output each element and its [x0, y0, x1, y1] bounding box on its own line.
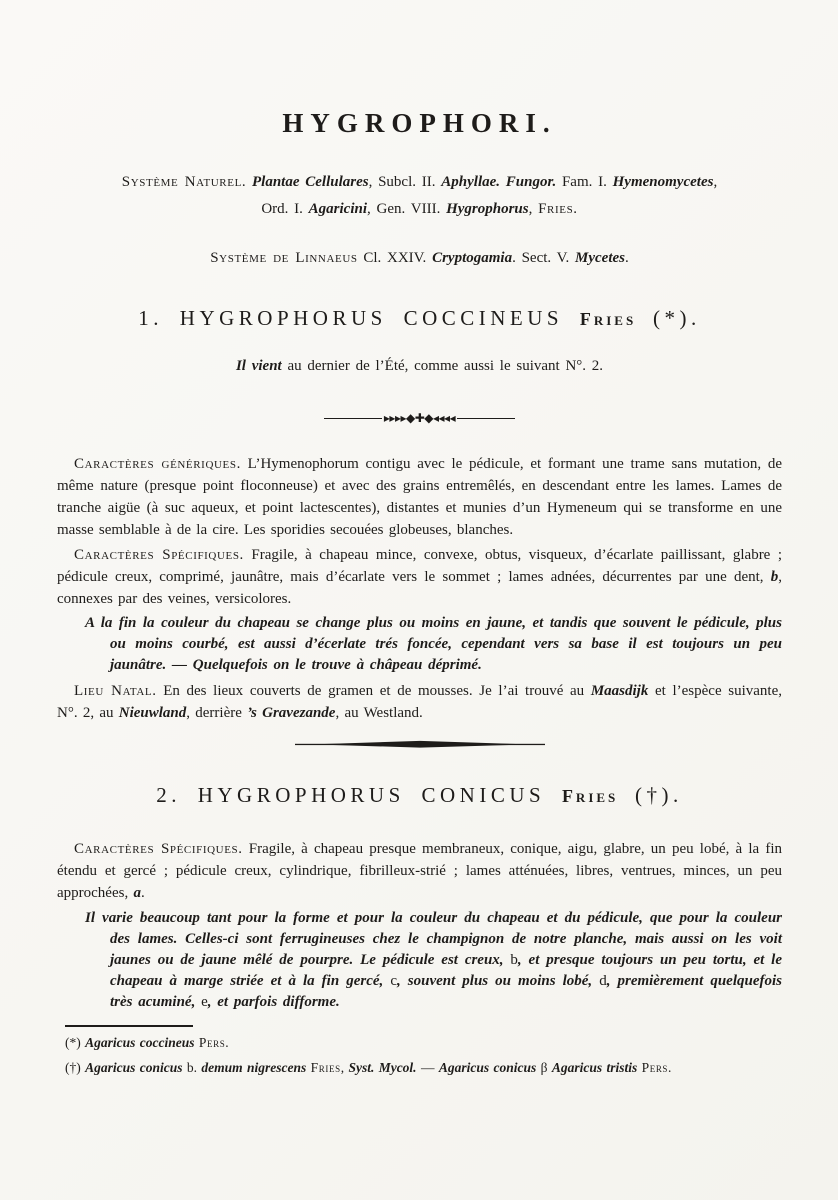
species-1-heading — [57, 306, 782, 331]
text-segment: 1. HYGROPHORUS COCCINEUS — [138, 306, 580, 330]
text-segment: Caractères Spécifiques. — [74, 841, 243, 857]
text-segment: b — [770, 569, 779, 585]
text-segment: , — [340, 1060, 349, 1075]
text-segment: Cryptogamia — [432, 250, 513, 266]
text-segment: — — [416, 1060, 439, 1075]
text-segment: Caractères Spécifiques. — [74, 547, 244, 563]
text-segment: Fragile, à chapeau presque membraneux, conique, aigu, glabre, un peu lobé, à la fin étendu et gercé ; pédicule creux, cylindrique, fibrilleux-strié ; lames atténuées, libres, ventrues, minces, un peu approchées, — [57, 841, 782, 901]
text-segment: Système Naturel. — [121, 174, 247, 190]
text-segment: , Subcl. II. — [368, 174, 442, 190]
ornament-arrows-icon: ▸▸▸▸◆✚◆◂◂◂◂ — [383, 411, 456, 425]
footnote-2 — [65, 1056, 782, 1079]
text-segment: Nieuwland — [118, 705, 187, 721]
species-1-tagline — [57, 358, 782, 375]
text-segment: . Sect. V. — [512, 250, 576, 266]
text-segment: Ord. I. — [261, 201, 309, 217]
text-segment: Caractères génériques. — [74, 456, 241, 472]
ornament-line-right-icon — [457, 418, 515, 419]
text-segment: , et presque toujours un peu tortu, et le chapeau à marge striée et à la fin gercé, — [110, 952, 782, 989]
natural-system-line-2 — [57, 196, 782, 223]
text-segment: Lieu Natal. — [74, 683, 157, 699]
variation-note-paragraph-1 — [85, 613, 782, 676]
text-segment: Pers. — [641, 1060, 673, 1075]
text-segment: Hymenomycetes — [612, 174, 714, 190]
text-segment: (*). — [636, 306, 701, 330]
text-segment: , — [713, 174, 718, 190]
text-segment: Cl. XXIV. — [357, 250, 433, 266]
text-segment: Fries — [561, 786, 619, 806]
text-segment: Agaricini — [308, 201, 368, 217]
text-segment: L’Hymenophorum contigu avec le pédicule, et formant une trame sans mutation, de même nature (presque point floconneuse) et avec des grains entremêlés, en descendant entre les lames. Lames de tranche aigüe (à suc aqueux, et point lactescentes), distantes et munies d’un Hymeneum qui se transforme en une masse semblable à de la cire. Les sporidies secouées globeuses, blanches. — [57, 456, 782, 538]
text-segment: ’s Gravezande — [247, 705, 336, 721]
text-segment: Mycetes — [575, 250, 626, 266]
page-title: HYGROPHORI. — [282, 108, 557, 138]
text-segment: . — [625, 250, 629, 266]
text-segment: Fragile, à chapeau mince, convexe, obtus, visqueux, d’écarlate paillissant, glabre ; pédicule creux, comprimé, jaunâtre, mais d’écarlate vers le sommet ; lames adnées, décurrentes par une dent, — [57, 547, 783, 585]
text-segment: Fam. I. — [556, 174, 613, 190]
text-segment: Il vient — [235, 358, 282, 374]
text-segment: Fries. — [538, 201, 578, 217]
text-segment: Il varie beaucoup tant pour la forme et pour la couleur du chapeau et du pédicule, que pour la couleur des lames. Celles-ci sont ferrugineuses chez le champignon de notre planche, mais aussi on les voit jaunes ou de jaune mêlé de pourpre. Le pédicule est creux, — [85, 910, 782, 968]
text-segment: Agaricus coccineus — [85, 1035, 195, 1050]
text-segment: Maasdijk — [590, 683, 649, 699]
footnote-rule — [65, 1025, 193, 1027]
text-segment: Syst. Mycol. — [348, 1060, 417, 1075]
text-segment: Hygrophorus — [446, 201, 529, 217]
generic-characters-paragraph — [57, 453, 782, 541]
text-segment: Système de Linnaeus — [210, 250, 358, 266]
text-segment: Agaricus conicus — [438, 1060, 537, 1075]
linnaeus-system-line — [57, 245, 782, 272]
ornamental-divider — [57, 411, 782, 425]
species-2-heading — [57, 783, 782, 808]
text-segment: , souvent plus ou moins lobé, — [396, 973, 600, 989]
text-segment: Aphyllae. Fungor. — [441, 174, 557, 190]
text-segment: A la fin la couleur du chapeau se change plus ou moins en jaune, et tandis que souvent le pédicule, plus ou moins courbé, est aussi d’écerlate trés foncée, cependant vers sa base il est toujours un peu jaunâtre. — Quelquefois on le trouve à châpeau déprimé. — [85, 615, 782, 673]
text-segment: En des lieux couverts de gramen et de mousses. Je l’ai trouvé au — [156, 683, 591, 699]
text-segment: (*) — [65, 1035, 86, 1050]
text-segment: Fries — [310, 1060, 341, 1075]
text-segment: c — [390, 973, 397, 989]
text-segment: , — [528, 201, 539, 217]
text-segment: e — [201, 994, 208, 1010]
text-segment: 2. HYGROPHORUS CONICUS — [156, 783, 562, 807]
text-segment: Agaricus tristis — [551, 1060, 638, 1075]
text-segment: , premièrement quelquefois très acuminé, — [110, 973, 782, 1010]
text-segment: , connexes par des veines, versicolores. — [57, 569, 782, 607]
ornament-line-left-icon — [324, 418, 382, 419]
specific-characters-paragraph-1 — [57, 544, 782, 610]
text-segment: β — [536, 1060, 552, 1075]
text-segment: Plantae Cellulares — [252, 174, 369, 190]
habitat-paragraph — [57, 680, 782, 724]
specific-characters-paragraph-2 — [57, 838, 782, 904]
text-segment: a — [133, 885, 141, 901]
text-segment: , au Westland. — [335, 705, 423, 721]
text-segment: au dernier de l’Été, comme aussi le suivant N°. 2. — [281, 358, 604, 374]
text-segment: et l’espèce suivante, N°. 2, au — [57, 683, 782, 721]
section-divider-rule — [295, 740, 545, 749]
text-segment: , Gen. VIII. — [367, 201, 447, 217]
text-segment: b. — [182, 1060, 202, 1075]
text-segment: Pers. — [198, 1035, 230, 1050]
text-segment: (†) — [65, 1060, 86, 1075]
text-segment: (†). — [618, 783, 683, 807]
text-segment: . — [140, 885, 145, 901]
text-segment: demum nigrescens — [201, 1060, 307, 1075]
variation-note-paragraph-2 — [85, 908, 782, 1013]
text-segment: , derrière — [186, 705, 248, 721]
text-segment: b — [510, 952, 518, 968]
footnote-1 — [65, 1031, 782, 1054]
text-segment: Fries — [579, 309, 637, 329]
text-segment: d — [599, 973, 607, 989]
text-segment: , et parfois difforme. — [207, 994, 340, 1010]
text-segment: Agaricus conicus — [85, 1060, 183, 1075]
natural-system-line-1 — [57, 169, 782, 196]
